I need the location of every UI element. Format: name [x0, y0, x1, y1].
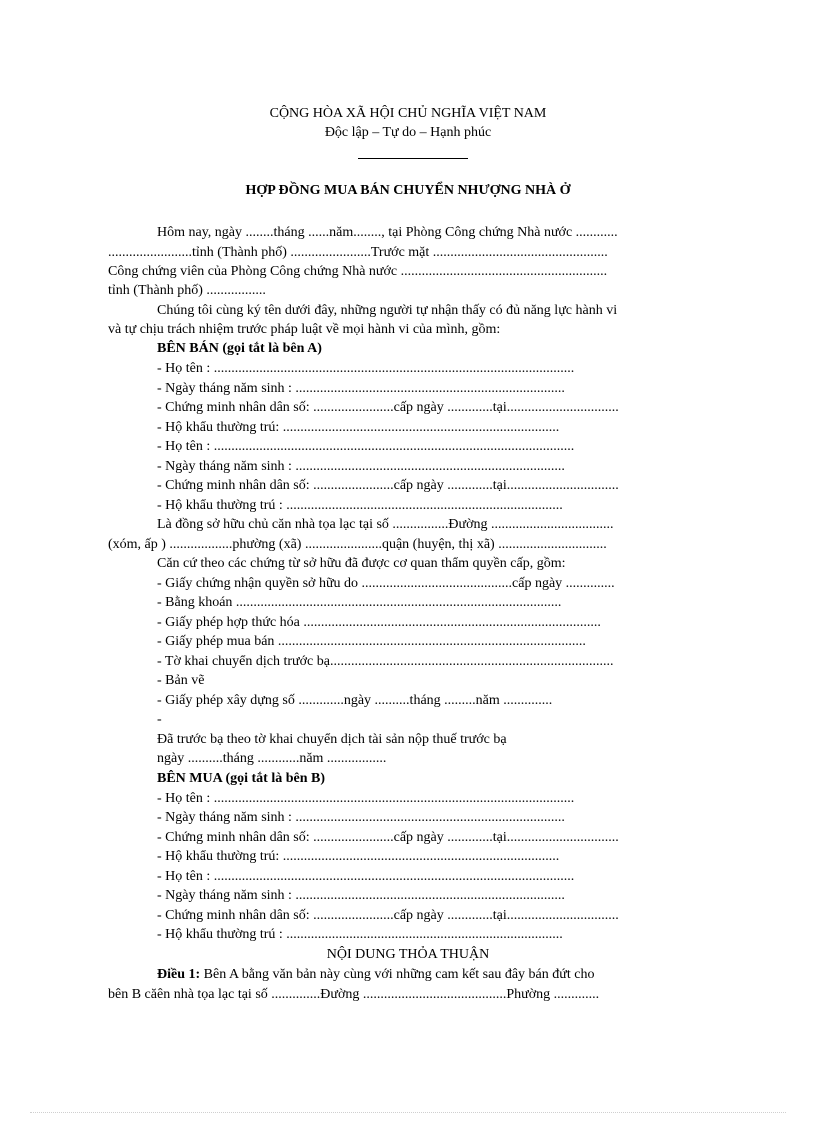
buyer-line: - Hộ khẩu thường trú : ............................................................................... [157, 927, 563, 942]
seller-line: - Chứng minh nhân dân số: .......................cấp ngày .............tại................................ [157, 478, 619, 493]
seller-line: - Hộ khẩu thường trú : ............................................................................... [157, 498, 563, 513]
motto: Độc lập – Tự do – Hạnh phúc [324, 125, 492, 140]
intro-line: tỉnh (Thành phố) ................. [108, 283, 266, 298]
seller-line: - Hộ khẩu thường trú: ............................................................................... [157, 420, 560, 435]
buyer-line: - Chứng minh nhân dân số: .......................cấp ngày .............tại................................ [157, 908, 619, 923]
seller-line: - Giấy phép hợp thức hóa ..................................................................................... [157, 615, 601, 630]
buyer-line: - Hộ khẩu thường trú: ............................................................................... [157, 849, 560, 864]
seller-line: - Họ tên : ....................................................................................................... [157, 439, 575, 454]
seller-line: Căn cứ theo các chứng từ sở hữu đã được cơ quan thẩm quyền cấp, gồm: [157, 556, 566, 571]
seller-line: - Tờ khai chuyển dịch trước bạ................................................................................. [157, 654, 614, 669]
document-title: HỢP ĐỒNG MUA BÁN CHUYỂN NHƯỢNG NHÀ Ở [245, 183, 571, 198]
article-1-continuation: bên B căên nhà tọa lạc tại số ..............Đường .........................................Phường ............. [108, 987, 600, 1002]
header-divider [358, 158, 468, 159]
buyer-line: - Họ tên : ....................................................................................................... [157, 791, 575, 806]
seller-line: - Ngày tháng năm sinh : ............................................................................. [157, 381, 565, 396]
intro-line: và tự chịu trách nhiệm trước pháp luật về mọi hành vi của mình, gồm: [108, 322, 501, 337]
seller-line: Đã trước bạ theo tờ khai chuyển dịch tài sản nộp thuế trước bạ [157, 732, 507, 747]
seller-line: (xóm, ấp ) ..................phường (xã) ......................quận (huyện, thị xã) ............................... [108, 537, 607, 552]
seller-line: Là đồng sở hữu chủ căn nhà tọa lạc tại số ................Đường ................................... [157, 517, 614, 532]
seller-line: - Chứng minh nhân dân số: .......................cấp ngày .............tại................................ [157, 400, 619, 415]
seller-line: - Ngày tháng năm sinh : ............................................................................. [157, 459, 565, 474]
intro-line: Chúng tôi cùng ký tên dưới đây, những người tự nhận thấy có đủ năng lực hành vi [157, 303, 618, 318]
seller-line: - Họ tên : ....................................................................................................... [157, 361, 575, 376]
article-1-line [157, 966, 594, 984]
article-1-text: Bên A bằng văn bản này cùng với những cam kết sau đây bán đứt cho [200, 967, 595, 982]
buyer-line: - Chứng minh nhân dân số: .......................cấp ngày .............tại................................ [157, 830, 619, 845]
nation-header: CỘNG HÒA XÃ HỘI CHỦ NGHĨA VIỆT NAM [269, 106, 547, 121]
buyer-line: - Ngày tháng năm sinh : ............................................................................. [157, 888, 565, 903]
page-bottom-border [30, 1112, 786, 1113]
article-1-label: Điều 1: [157, 967, 201, 982]
seller-line: - Giấy phép mua bán ........................................................................................ [157, 634, 586, 649]
seller-line: - Bản vẽ [157, 673, 205, 688]
intro-line: ........................tỉnh (Thành phố) .......................Trước mặt .................................................. [108, 245, 608, 260]
buyer-line: - Ngày tháng năm sinh : ............................................................................. [157, 810, 565, 825]
buyer-line: - Họ tên : ....................................................................................................... [157, 869, 575, 884]
seller-line: - [157, 712, 162, 727]
seller-heading: BÊN BÁN (gọi tắt là bên A) [157, 341, 322, 356]
seller-line: - Giấy chứng nhận quyền sở hữu do ...........................................cấp ngày .............. [157, 576, 615, 591]
seller-line: ngày ..........tháng ............năm ................. [157, 751, 387, 766]
agreement-heading: NỘI DUNG THỎA THUẬN [326, 947, 490, 962]
seller-line: - Bằng khoán ............................................................................................. [157, 595, 562, 610]
intro-line: Công chứng viên của Phòng Công chứng Nhà nước ........................................................... [108, 264, 608, 279]
seller-line: - Giấy phép xây dựng số .............ngày ..........tháng .........năm .............. [157, 693, 553, 708]
buyer-heading: BÊN MUA (gọi tắt là bên B) [157, 771, 325, 786]
intro-line: Hôm nay, ngày ........tháng ......năm........, tại Phòng Công chứng Nhà nước ............ [157, 225, 618, 240]
